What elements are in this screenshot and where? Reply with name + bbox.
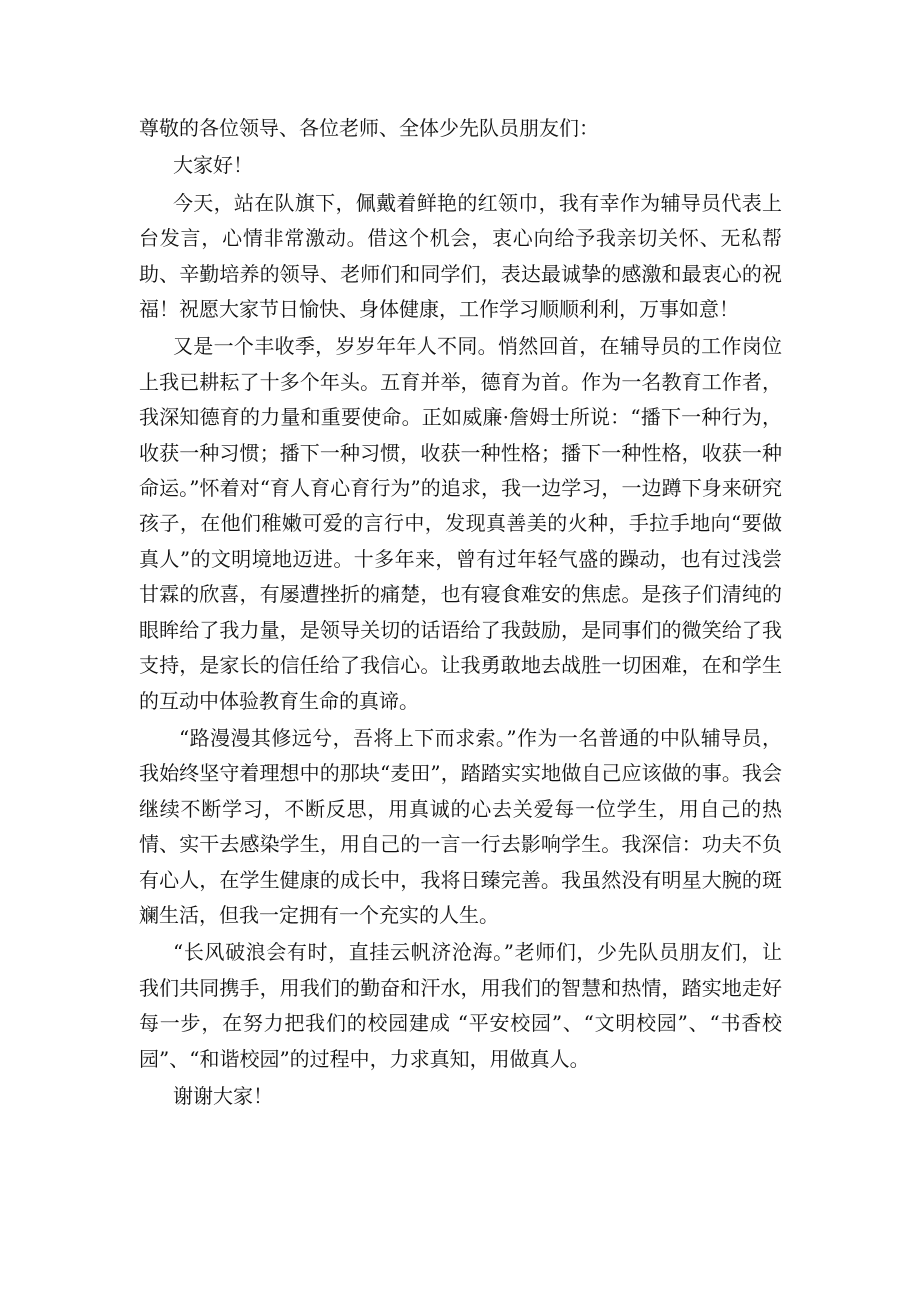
greeting: 大家好！ <box>173 153 253 178</box>
paragraph-career: 又是一个丰收季，岁岁年年人不同。悄然回首，在辅导员的工作岗位上我已耕耘了十多个年头。五育并举，德育为首。作为一名教育工作者，我深知德育的力量和重要使命。正如威廉·詹姆士所说：“播下一种行为，收获一种习惯；播下一种习惯，收获一种性格；播下一种性格，收获一种命运。”怀着对“育人育心育行为”的追求，我一边学习，一边蹲下身来研究孩子，在他们稚嫩可爱的言行中，发现真善美的火种，手拉手地向“要做真人”的文明境地迈进。十多年来，曾有过年轻气盛的躁动，也有过浅尝甘霖的欣喜，有屡遭挫折的痛楚，也有寝食难安的焦虑。是孩子们清纯的眼眸给了我力量，是领导关切的话语给了我鼓励，是同事们的微笑给了我支持，是家长的信任给了我信心。让我勇敢地去战胜一切困难，在和学生的互动中体验教育生命的真谛。 <box>139 334 782 713</box>
paragraph-commitment: “路漫漫其修远兮，吾将上下而求索。”作为一名普通的中队辅导员，我始终坚守着理想中的那块“麦田”，踏踏实实地做自己应该做的事。我会继续不断学习，不断反思，用真诚的心去关爱每一位学生，用自己的热情、实干去感染学生，用自己的一言一行去影响学生。我深信：功夫不负有心人，在学生健康的成长中，我将日臻完善。我虽然没有明星大腕的斑斓生活，但我一定拥有一个充实的人生。 <box>139 725 782 927</box>
speech-text <box>139 111 782 1116</box>
paragraph-opening: 今天，站在队旗下，佩戴着鲜艳的红领巾，我有幸作为辅导员代表上台发言，心情非常激动。借这个机会，衷心向给予我亲切关怀、无私帮助、辛勤培养的领导、老师们和同学们，表达最诚挚的感激和最衷心的祝福！祝愿大家节日愉快、身体健康，工作学习顺顺利利，万事如意！ <box>139 190 782 322</box>
salutation: 尊敬的各位领导、各位老师、全体少先队员朋友们： <box>139 116 599 140</box>
paragraph-call-to-action: “长风破浪会有时，直挂云帆济沧海。”老师们，少先队员朋友们，让我们共同携手，用我们的勤奋和汗水，用我们的智慧和热情，踏实地走好每一步，在努力把我们的校园建成 “平安校园”、“文明校园”、“书香校园”、“和谐校园”的过程中，力求真知，用做真人。 <box>139 940 782 1071</box>
closing: 谢谢大家！ <box>173 1083 273 1108</box>
